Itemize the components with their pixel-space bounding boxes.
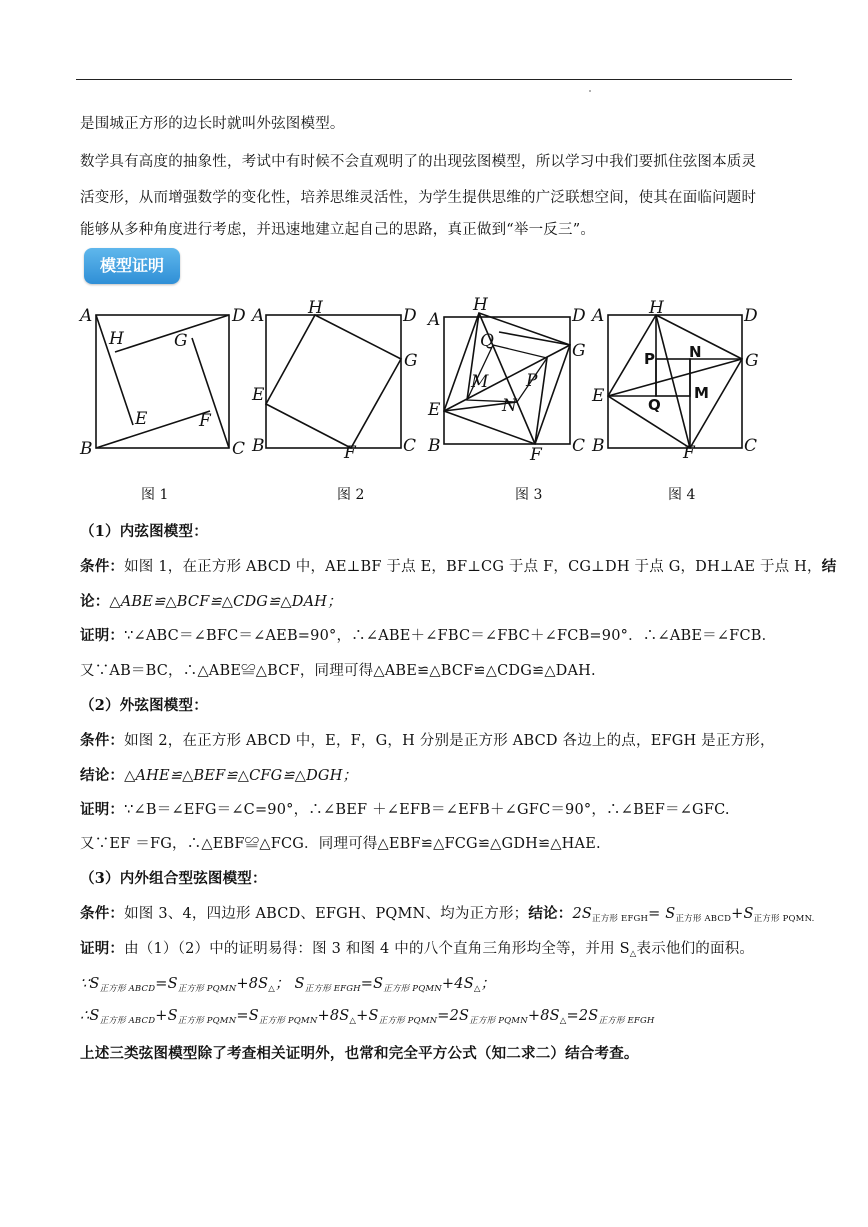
intro-line-2: 数学具有高度的抽象性，考试中有时候不会直观明了的出现弦图模型，所以学习中我们要抓住弦图本质灵 [80, 154, 757, 170]
figures [70, 288, 790, 473]
sec1-proof-2: 又∵AB＝BC，∴△ABE≌△BCF，同理可得△ABE≌△BCF≌△CDG≌△DAH. [80, 663, 596, 679]
sec3-concl-sub1: 正方形 EFGH [592, 914, 649, 924]
f1-s6: △ [473, 984, 481, 994]
f1-a: ∵S [80, 976, 100, 992]
sec2-proof-text: ∵∠B＝∠EFG＝∠C=90°，∴∠BEF ＋∠EFB＝∠EFB＋∠GFC＝90°，∴∠BEF＝∠GFC. [124, 802, 730, 818]
sec3-proof-sub: △ [629, 949, 637, 959]
f2-s4: △ [349, 1016, 357, 1026]
f2-h: =2S [566, 1008, 599, 1024]
sec3-proof [80, 937, 754, 959]
f2-g: +8S [527, 1008, 560, 1024]
fig4-square-abcd [608, 315, 742, 448]
fig4-label-g: G [745, 351, 759, 371]
f2-s6: 正方形 PQMN [469, 1016, 528, 1026]
sec2-concl-text: △AHE≌△BEF≌△CFG≌△DGH； [124, 768, 358, 784]
f1-s2: 正方形 PQMN [177, 984, 237, 994]
fig2-label-g: G [404, 351, 418, 371]
fig3-label-n: N [502, 396, 517, 416]
fig4-label-c: C [744, 436, 758, 456]
header-rule [76, 79, 792, 80]
sec2-cond-label: 条件： [80, 732, 125, 749]
caption-fig4: 图 4 [668, 487, 696, 503]
fig2-label-h: H [308, 298, 323, 318]
sec2-proof-label: 证明： [80, 801, 125, 818]
f1-b: =S [155, 976, 178, 992]
sec2-proof-2: 又∵EF ＝FG，∴△EBF≌△FCG．同理可得△EBF≌△FCG≌△GDH≌△HAE. [80, 836, 601, 852]
sec3-concl-a: 2S [572, 906, 593, 922]
f1-s1: 正方形 ABCD [99, 984, 156, 994]
fig4-label-h: H [649, 298, 664, 318]
fig4-label-m: M [694, 384, 709, 402]
fig2-label-a: A [252, 306, 265, 326]
fig1-label-b: B [80, 439, 93, 459]
fig2-square-abcd [266, 315, 401, 448]
sec1-concl-text: △ABE≌△BCF≌△CDG≌△DAH； [109, 594, 342, 610]
fig4-label-n: N [689, 343, 702, 361]
fig3-label-c: C [572, 436, 586, 456]
sec1-cond-text: 如图 1，在正方形 ABCD 中，AE⊥BF 于点 E，BF⊥CG 于点 F，CG⊥DH 于点 G，DH⊥AE 于点 H， [124, 559, 822, 575]
sec1-condition [80, 555, 836, 576]
f2-s1: 正方形 ABCD [99, 1016, 156, 1026]
caption-fig1: 图 1 [141, 487, 169, 503]
fig1-label-f: F [199, 411, 211, 431]
fig2-label-f: F [344, 443, 356, 463]
fig3-label-d: D [572, 306, 586, 326]
sec1-proof [80, 624, 776, 645]
intro-line-1: 是围城正方形的边长时就叫外弦图模型。 [80, 116, 345, 132]
caption-fig3: 图 3 [515, 487, 543, 503]
fig4-label-f: F [683, 443, 695, 463]
sec2-concl-label: 结论： [80, 767, 125, 784]
sec3-cond-label: 条件： [80, 905, 125, 922]
model-proof-badge: 模型证明 [84, 248, 180, 284]
fig3-label-h: H [473, 295, 488, 315]
f1-g: ； [480, 976, 496, 992]
sec1-conclusion [80, 590, 342, 611]
sec3-title: （3）内外组合型弦图模型： [80, 870, 267, 887]
f2-s8: 正方形 EFGH [598, 1016, 655, 1026]
sec2-cond-text: 如图 2，在正方形 ABCD 中，E，F，G，H 分别是正方形 ABCD 各边上的点，EFGH 是正方形， [124, 733, 775, 749]
sec3-concl-c: +S [731, 906, 754, 922]
sec1-proof-label: 证明： [80, 627, 125, 644]
fig3-label-p: P [526, 371, 538, 391]
fig3-label-m: M [471, 372, 489, 392]
f2-s2: 正方形 PQMN [177, 1016, 237, 1026]
sec1-concl-head: 结 [821, 558, 837, 575]
f1-f: +4S [441, 976, 474, 992]
fig4-label-a: A [592, 306, 605, 326]
sec3-cond-text: 如图 3、4，四边形 ABCD、EFGH、PQMN、均为正方形； [124, 906, 529, 922]
sec1-proof-text: ∵∠ABC＝∠BFC＝∠AEB=90°，∴∠ABE＋∠FBC＝∠FBC＋∠FCB=90°．∴∠ABE＝∠FCB． [124, 628, 777, 644]
sec3-concl-label: 结论： [528, 905, 573, 922]
f1-c: +8S [236, 976, 269, 992]
f1-s4: 正方形 EFGH [304, 984, 361, 994]
fig3-label-e: E [428, 400, 441, 420]
caption-fig2: 图 2 [337, 487, 365, 503]
fig3-label-b: B [428, 436, 441, 456]
fig3-label-f: F [530, 445, 542, 465]
f1-s5: 正方形 PQMN [383, 984, 442, 994]
fig1-label-c: C [232, 439, 246, 459]
fig1-label-e: E [135, 409, 148, 429]
fig4-label-b: B [592, 436, 605, 456]
fig4-label-d: D [744, 306, 758, 326]
f2-b: +S [155, 1008, 178, 1024]
header-dot [589, 90, 591, 92]
sec1-title: （1）内弦图模型： [80, 523, 208, 540]
f2-c: =S [236, 1008, 259, 1024]
fig2-label-c: C [403, 436, 417, 456]
fig1-label-g: G [174, 331, 188, 351]
intro-line-4: 能够从多种角度进行考虑，并迅速地建立起自己的思路，真正做到“举一反三”。 [80, 222, 596, 238]
f2-f: =2S [437, 1008, 470, 1024]
f2-e: +S [356, 1008, 379, 1024]
f2-a: ∴S [80, 1008, 100, 1024]
sec1-concl-label: 论： [80, 593, 110, 610]
sec3-formula-1 [80, 972, 495, 994]
sec3-final-note: 上述三类弦图模型除了考查相关证明外，也常和完全平方公式（知二求二）结合考查。 [80, 1045, 639, 1062]
sec1-cond-label: 条件： [80, 558, 125, 575]
fig4-label-q: Q [648, 396, 661, 414]
sec3-formula-2 [80, 1008, 655, 1026]
sec2-condition [80, 729, 775, 750]
fig2-label-d: D [403, 306, 417, 326]
fig3-label-a: A [428, 310, 441, 330]
fig3-label-q: Q [480, 331, 494, 351]
sec2-conclusion [80, 764, 357, 785]
fig2-label-e: E [252, 385, 265, 405]
f2-s7: △ [559, 1016, 567, 1026]
sec3-concl-sub2: 正方形 ABCD [675, 914, 732, 924]
sec3-proof-text: 由（1）（2）中的证明易得：图 3 和图 4 中的八个直角三角形均全等，并用 S [124, 941, 630, 957]
sec3-proof-label: 证明： [80, 940, 125, 957]
sec3-condition [80, 902, 815, 924]
sec2-title: （2）外弦图模型： [80, 697, 208, 714]
fig4-label-e: E [592, 386, 605, 406]
sec2-proof [80, 798, 730, 819]
f2-s3: 正方形 PQMN [258, 1016, 318, 1026]
intro-line-3: 活变形，从而增强数学的变化性，培养思维灵活性，为学生提供思维的广泛联想空间，使其在面临问题时 [80, 190, 757, 206]
fig3-label-g: G [572, 341, 586, 361]
fig1-label-h: H [109, 329, 124, 349]
f1-e: =S [360, 976, 384, 992]
f1-s3: △ [268, 984, 276, 994]
f2-d: +8S [317, 1008, 350, 1024]
sec3-concl-b: = S [648, 906, 676, 922]
fig1-label-a: A [80, 306, 93, 326]
fig2-label-b: B [252, 436, 265, 456]
f1-d: ； S [275, 976, 305, 992]
fig4-label-p: P [644, 350, 655, 368]
sec3-proof-end: 表示他们的面积。 [636, 941, 755, 957]
fig2-square-efgh [266, 315, 401, 448]
fig4-square-efgh [608, 315, 742, 448]
fig1-label-d: D [232, 306, 246, 326]
sec3-concl-sub3: 正方形 PQMN. [753, 914, 815, 924]
f2-s5: 正方形 PQMN [378, 1016, 438, 1026]
